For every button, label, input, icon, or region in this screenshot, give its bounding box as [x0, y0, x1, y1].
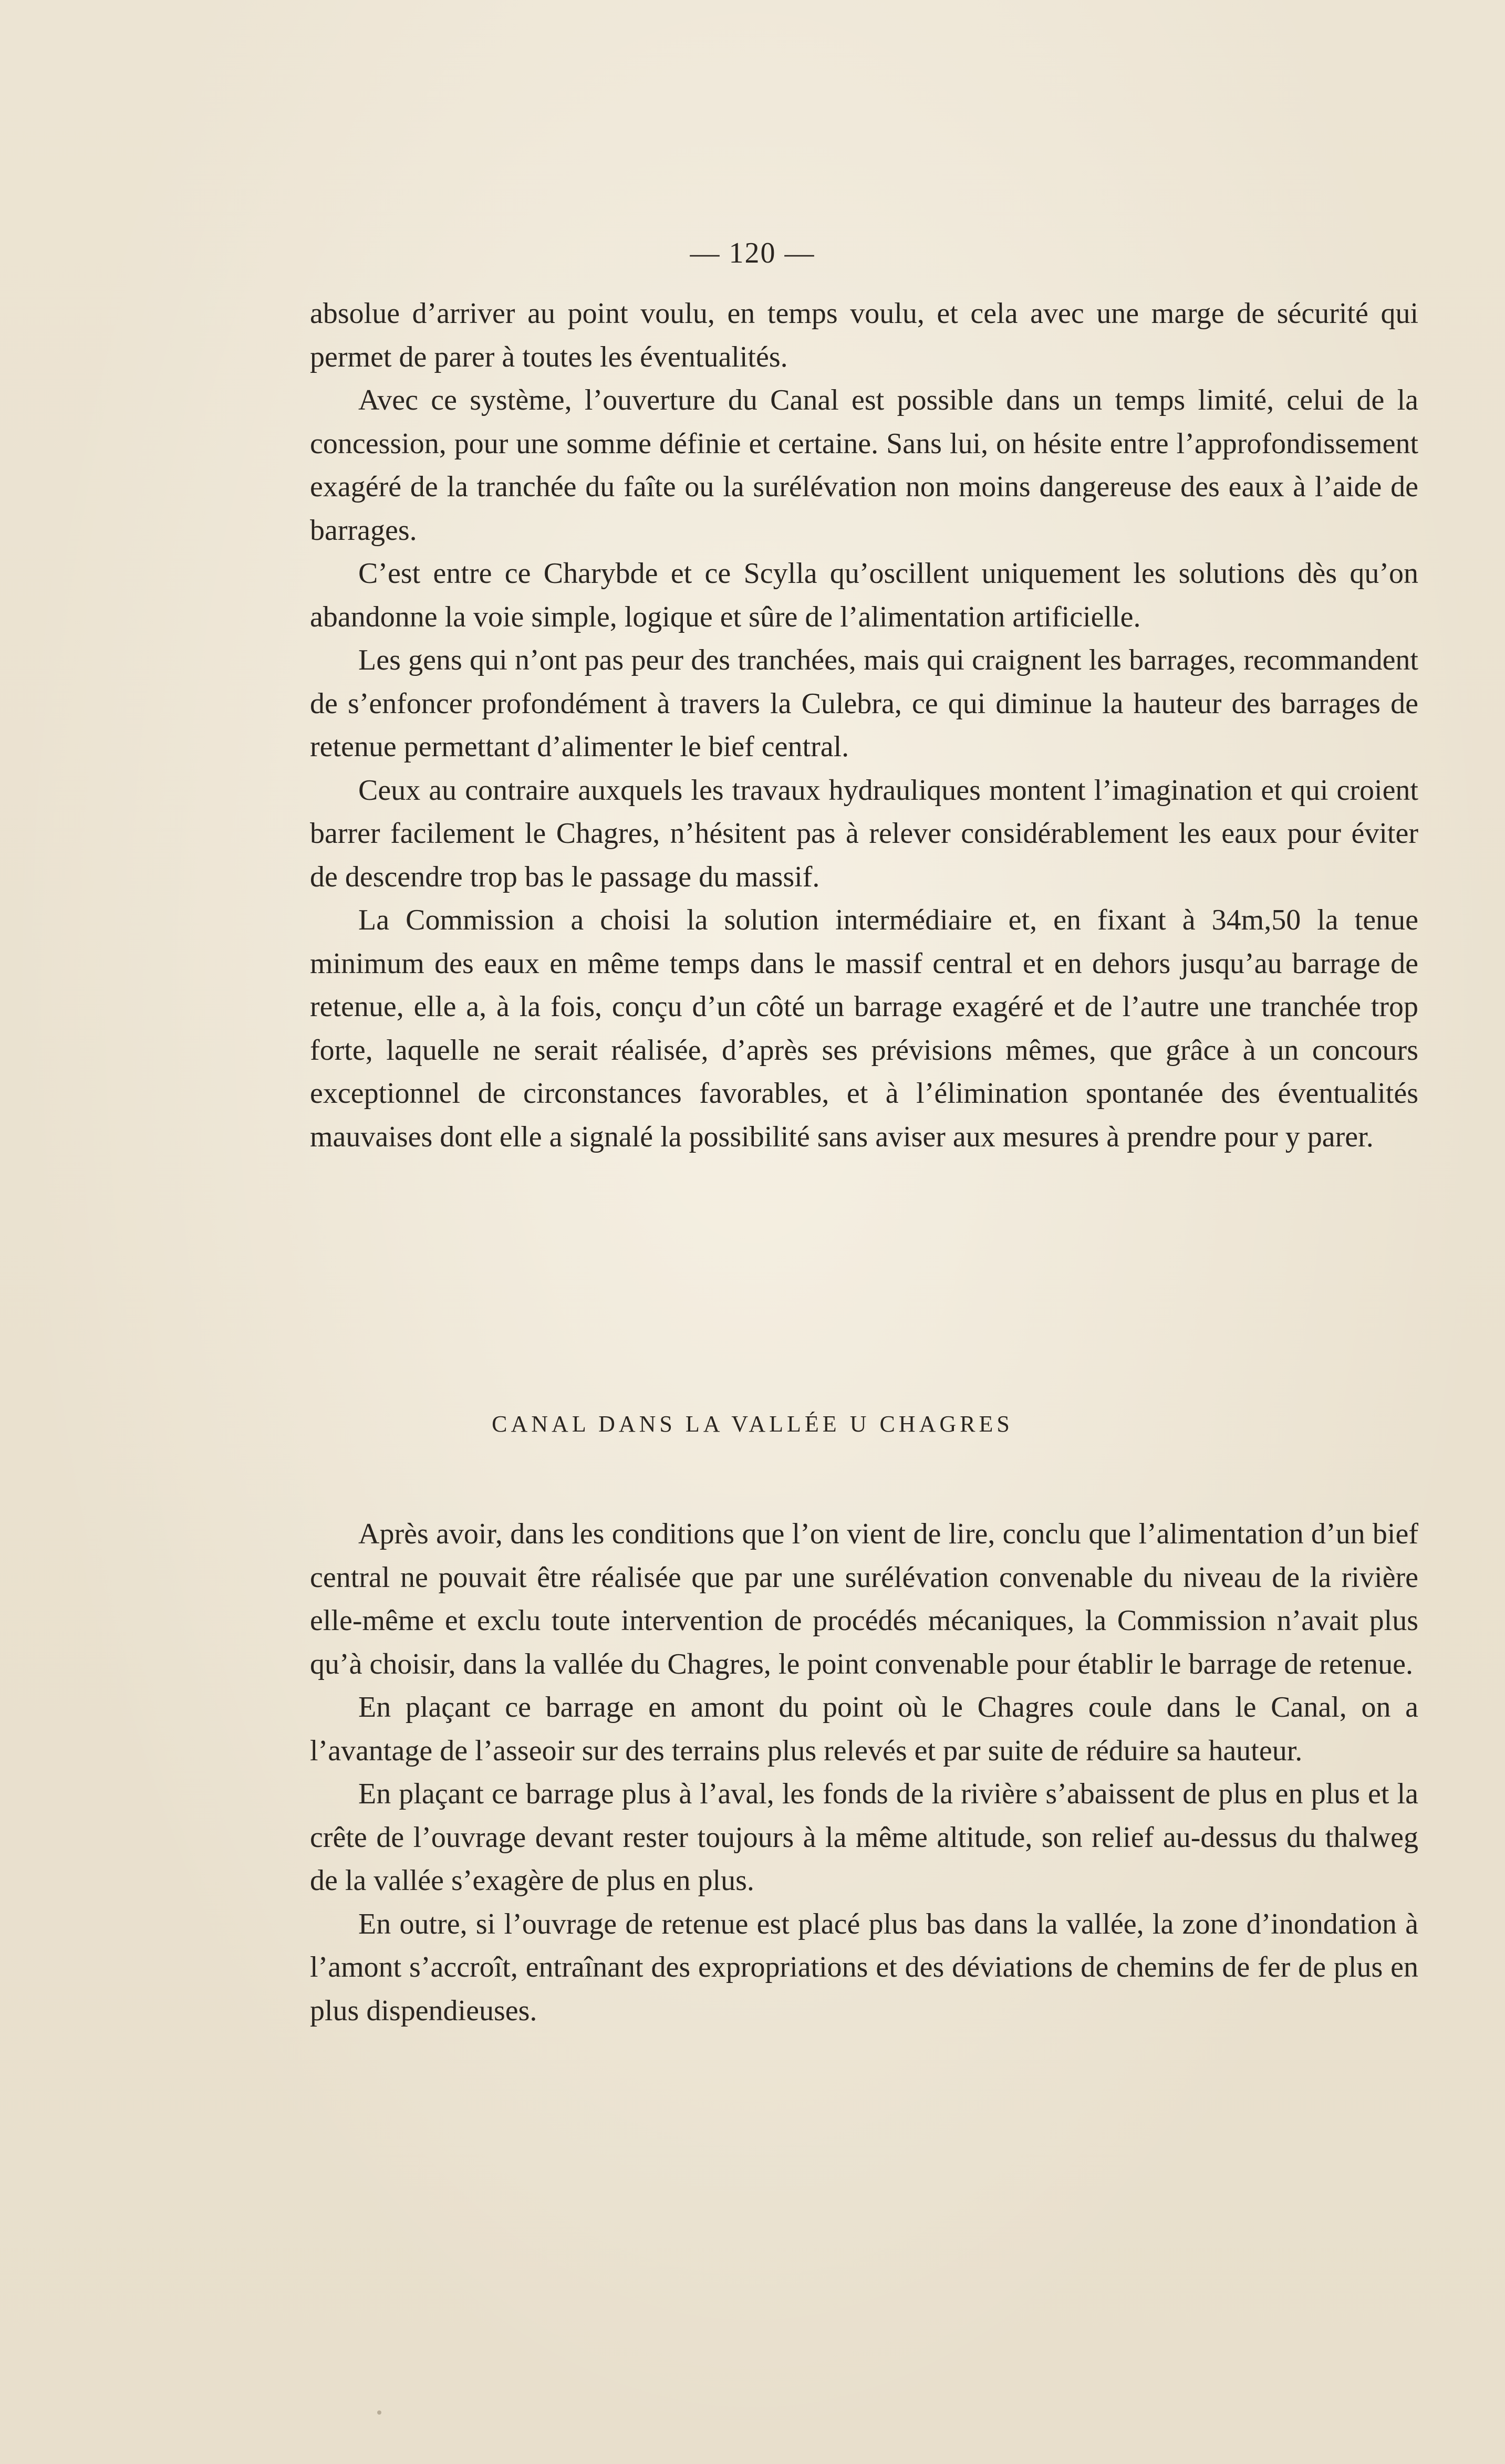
paragraph: En plaçant ce barrage en amont du point où le Chagres coule dans le Canal, on a l’avantage de l’asseoir sur des terrains plus relevés et par suite de réduire sa hauteur. — [310, 1691, 1418, 1767]
paragraph: absolue d’arriver au point voulu, en temps voulu, et cela avec une marge de sécurité qui permet de parer à toutes les éventualités. — [310, 297, 1418, 373]
section-heading: CANAL DANS LA VALLÉE U CHAGRES — [492, 1411, 1013, 1437]
paper-speck — [377, 2410, 381, 2415]
paragraph: Avec ce système, l’ouverture du Canal est possible dans un temps limité, celui de la concession, pour une somme définie et certaine. Sans lui, on hésite entre l’approfondissement exagéré de la tranchée du faîte ou la surélévation non moins dangereuse des eaux à l’aide de barrages. — [310, 384, 1418, 547]
paragraph: Après avoir, dans les conditions que l’on vient de lire, conclu que l’alimentation d’un bief central ne pouvait être réalisée que par une surélévation convenable du niveau de la rivière elle-même et exclu toute intervention de procédés mécaniques, la Commission n’avait plus qu’à choisir, dans la vallée du Chagres, le point convenable pour établir le barrage de retenue. — [310, 1518, 1418, 1680]
paragraph: Les gens qui n’ont pas peur des tranchées, mais qui craignent les barrages, recommandent de s’enfoncer profondément à travers la Culebra, ce qui diminue la hauteur des barrages de retenue permettant d’alimenter le bief central. — [310, 644, 1418, 763]
paragraph: En outre, si l’ouvrage de retenue est placé plus bas dans la vallée, la zone d’inondation à l’amont s’accroît, entraînant des expropriations et des déviations de chemins de fer de plus en plus dispendieuses. — [310, 1907, 1418, 2027]
paragraph: La Commission a choisi la solution intermédiaire et, en fixant à 34m,50 la tenue minimum des eaux en même temps dans le massif central et en dehors jusqu’au barrage de retenue, elle a, à la fois, conçu d’un côté un barrage exagéré et de l’autre une tranchée trop forte, laquelle ne serait réalisée, d’après ses prévisions mêmes, que grâce à un concours exceptionnel de circonstances favorables, et à l’élimination spontanée des éventualités mauvaises dont elle a signalé la possibilité sans aviser aux mesures à prendre pour y parer. — [310, 904, 1418, 1153]
paragraph: En plaçant ce barrage plus à l’aval, les fonds de la rivière s’abaissent de plus en plus et la crête de l’ouvrage devant rester toujours à la même altitude, son relief au-dessus du thalweg de la vallée s’exagère de plus en plus. — [310, 1778, 1418, 1897]
paragraph: C’est entre ce Charybde et ce Scylla qu’oscillent uniquement les solutions dès qu’on abandonne la voie simple, logique et sûre de l’alimentation artificielle. — [310, 557, 1418, 633]
page-number: — 120 — — [690, 237, 815, 269]
body-text-bottom — [310, 1512, 1418, 2032]
paragraph: Ceux au contraire auxquels les travaux hydrauliques montent l’imagination et qui croient barrer facilement le Chagres, n’hésitent pas à relever considérablement les eaux pour éviter de descendre trop bas le passage du massif. — [310, 774, 1418, 893]
body-text-top — [310, 292, 1418, 1158]
